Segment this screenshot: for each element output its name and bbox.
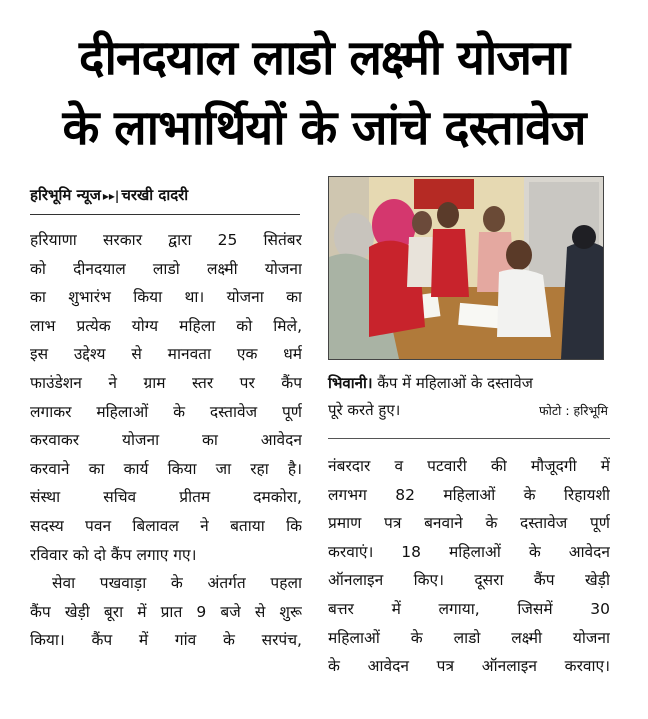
- body-line: करवाएं। 18 महिलाओं के आवेदन: [328, 542, 610, 561]
- body-line: करवाने का कार्य किया जा रहा है।: [30, 459, 302, 478]
- photo-credit: फोटो : हरिभूमि: [538, 403, 608, 418]
- body-line: सदस्य पवन बिलावल ने बताया कि: [30, 516, 302, 535]
- body-line: लगाकर महिलाओं के दस्तावेज पूर्ण: [30, 402, 302, 421]
- body-line: महिलाओं के लाडो लक्ष्मी योजना: [328, 628, 610, 647]
- caption-text-line-1: कैंप में महिलाओं के दस्तावेज: [377, 374, 533, 392]
- byline-location: चरखी दादरी: [121, 186, 189, 204]
- body-line: सेवा पखवाड़ा के अंतर्गत पहला: [52, 574, 302, 593]
- body-line: का शुभारंभ किया था। योजना का: [30, 288, 302, 307]
- body-line: नंबरदार व पटवारी की मौजूदगी में: [328, 457, 610, 475]
- news-photo: [328, 176, 604, 360]
- caption-rule: [328, 438, 610, 439]
- body-line: किया। कैंप में गांव के सरपंच,: [30, 631, 302, 650]
- body-line: फाउंडेशन ने ग्राम स्तर पर कैंप: [30, 373, 302, 392]
- byline-separator: ▸▸|: [102, 189, 120, 203]
- body-line: इस उद्देश्य से मानवता एक धर्म: [30, 345, 302, 364]
- body-line: प्रमाण पत्र बनवाने के दस्तावेज पूर्ण: [328, 514, 610, 533]
- caption-location: भिवानी।: [328, 374, 373, 392]
- byline-rule: [30, 214, 300, 215]
- body-line: हरियाणा सरकार द्वारा 25 सितंबर: [30, 231, 302, 249]
- article-body-right: [328, 452, 610, 681]
- body-line: लाभ प्रत्येक योग्य महिला को मिले,: [30, 316, 302, 335]
- body-line: करवाकर योजना का आवेदन: [30, 431, 302, 450]
- headline-line-1: दीनदयाल लाडो लक्ष्मी योजना: [78, 30, 570, 86]
- byline-source: हरिभूमि न्यूज: [30, 186, 101, 204]
- byline: [30, 180, 300, 210]
- body-line: को दीनदयाल लाडो लक्ष्मी योजना: [30, 259, 302, 278]
- body-line: कैंप खेड़ी बूरा में प्रात 9 बजे से शुरू: [30, 602, 302, 621]
- body-line: रविवार को दो कैंप लगाए गए।: [30, 545, 197, 564]
- body-line: ऑनलाइन किए। दूसरा कैंप खेड़ी: [328, 571, 610, 590]
- body-line: संस्था सचिव प्रीतम दमकोरा,: [30, 488, 302, 507]
- article-body-left: [30, 226, 302, 655]
- body-line: के आवेदन पत्र ऑनलाइन करवाए।: [328, 657, 610, 676]
- headline-line-2: के लाभार्थियों के जांचे दस्तावेज: [62, 100, 586, 156]
- body-line: बत्तर में लगाया, जिसमें 30: [328, 599, 610, 618]
- caption-text-line-2: पूरे करते हुए।: [328, 401, 401, 419]
- camp-photo-illustration: [329, 177, 603, 359]
- photo-caption: [328, 370, 608, 424]
- body-line: लगभग 82 महिलाओं के रिहायशी: [328, 485, 610, 504]
